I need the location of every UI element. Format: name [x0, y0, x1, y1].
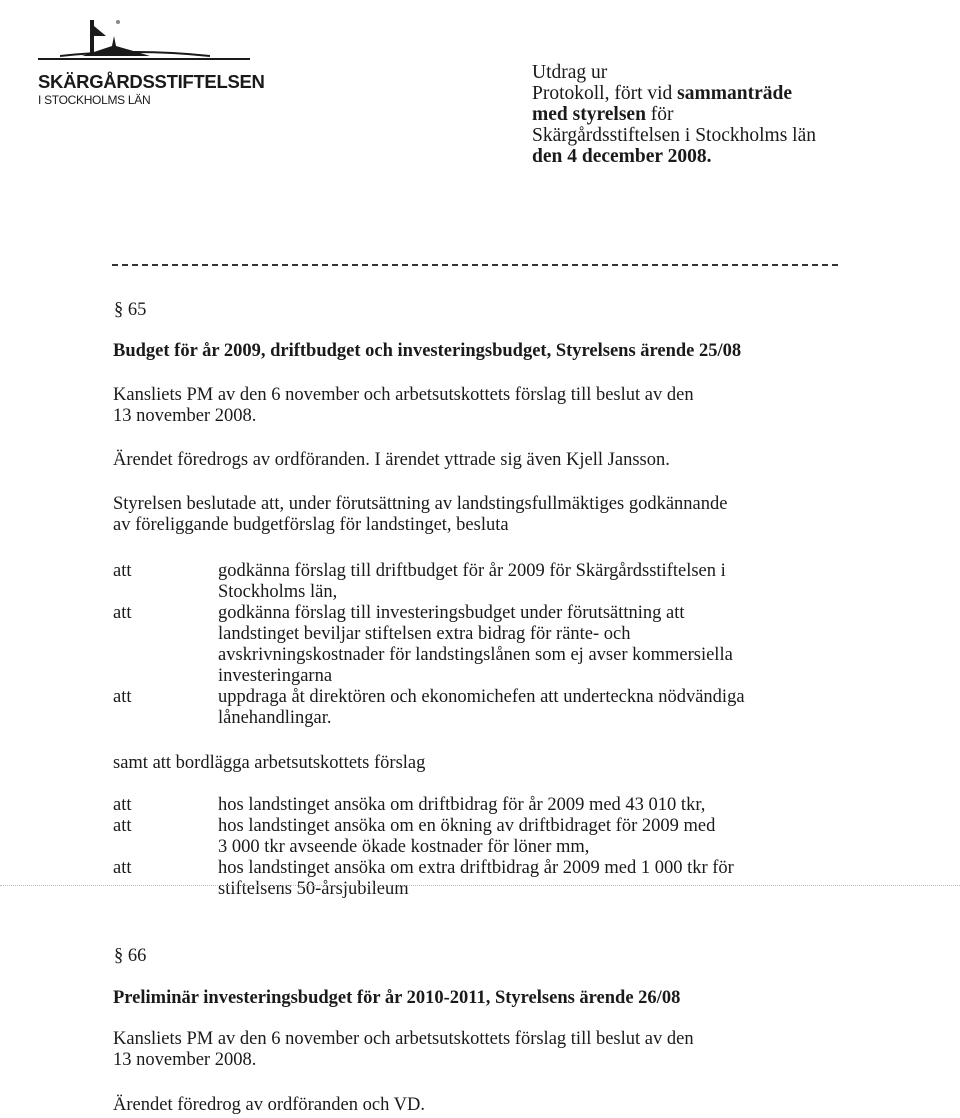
section-65-paragraph-2: Ärendet föredrogs av ordföranden. I ärendet yttrade sig även Kjell Jansson. [113, 450, 670, 470]
section-66-paragraph-1: Kansliets PM av den 6 november och arbetsutskottets förslag till beslut av den 13 november 2008. [113, 1029, 694, 1070]
logo-name: SKÄRGÅRDSSTIFTELSEN [38, 71, 265, 92]
section-66-title: Preliminär investeringsbudget för år 2010-2011, Styrelsens ärende 26/08 [113, 988, 681, 1008]
section-66-paragraph-2: Ärendet föredrog av ordföranden och VD. [113, 1095, 425, 1115]
heading-line-4: Skärgårdsstiftelsen i Stockholms län [532, 125, 816, 146]
item-label: att [113, 561, 132, 581]
decision-item: godkänna förslag till driftbudget för år 2009 för Skärgårdsstiftelsen i Stockholms län, [218, 561, 726, 602]
logo-subtitle: I STOCKHOLMS LÄN [38, 93, 151, 107]
tabled-item: hos landstinget ansöka om en ökning av driftbidraget för 2009 med 3 000 tkr avseende ökade kostnader för löner mm, [218, 816, 716, 857]
section-65-paragraph-1: Kansliets PM av den 6 november och arbetsutskottets förslag till beslut av den 13 november 2008. [113, 385, 694, 426]
tabled-item: hos landstinget ansöka om extra driftbidrag år 2009 med 1 000 tkr för stiftelsens 50-årsjubileum [218, 858, 734, 899]
foundation-logo-icon [60, 6, 210, 58]
decision-item: uppdraga åt direktören och ekonomichefen att underteckna nödvändiga lånehandlingar. [218, 687, 745, 728]
scan-artifact-line [0, 885, 960, 886]
heading-line-1: Utdrag ur [532, 62, 608, 83]
item-label: att [113, 687, 132, 707]
document-heading [532, 62, 816, 167]
logo-rule [38, 58, 250, 60]
section-65-number: § 65 [114, 300, 147, 320]
heading-line-2: Protokoll, fört vid sammanträde [532, 83, 792, 104]
heading-line-3: med styrelsen för [532, 104, 674, 125]
heading-line-5: den 4 december 2008. [532, 146, 712, 167]
item-label: att [113, 816, 132, 836]
section-65-paragraph-3: Styrelsen beslutade att, under förutsättning av landstingsfullmäktiges godkännande av föreliggande budgetförslag för landstinget, besluta [113, 494, 728, 535]
item-label: att [113, 603, 132, 623]
section-65-paragraph-4: samt att bordlägga arbetsutskottets förslag [113, 753, 426, 773]
section-66-number: § 66 [114, 946, 147, 966]
item-label: att [113, 858, 132, 878]
item-label: att [113, 795, 132, 815]
decision-item: godkänna förslag till investeringsbudget under förutsättning att landstinget beviljar stiftelsen extra bidrag för ränte- och avskrivningskostnader för landstingslånen som ej avser kommersiella investeringarna [218, 603, 733, 686]
dashed-divider [112, 264, 838, 266]
tabled-item: hos landstinget ansöka om driftbidrag för år 2009 med 43 010 tkr, [218, 795, 706, 815]
section-65-title: Budget för år 2009, driftbudget och investeringsbudget, Styrelsens ärende 25/08 [113, 341, 742, 361]
